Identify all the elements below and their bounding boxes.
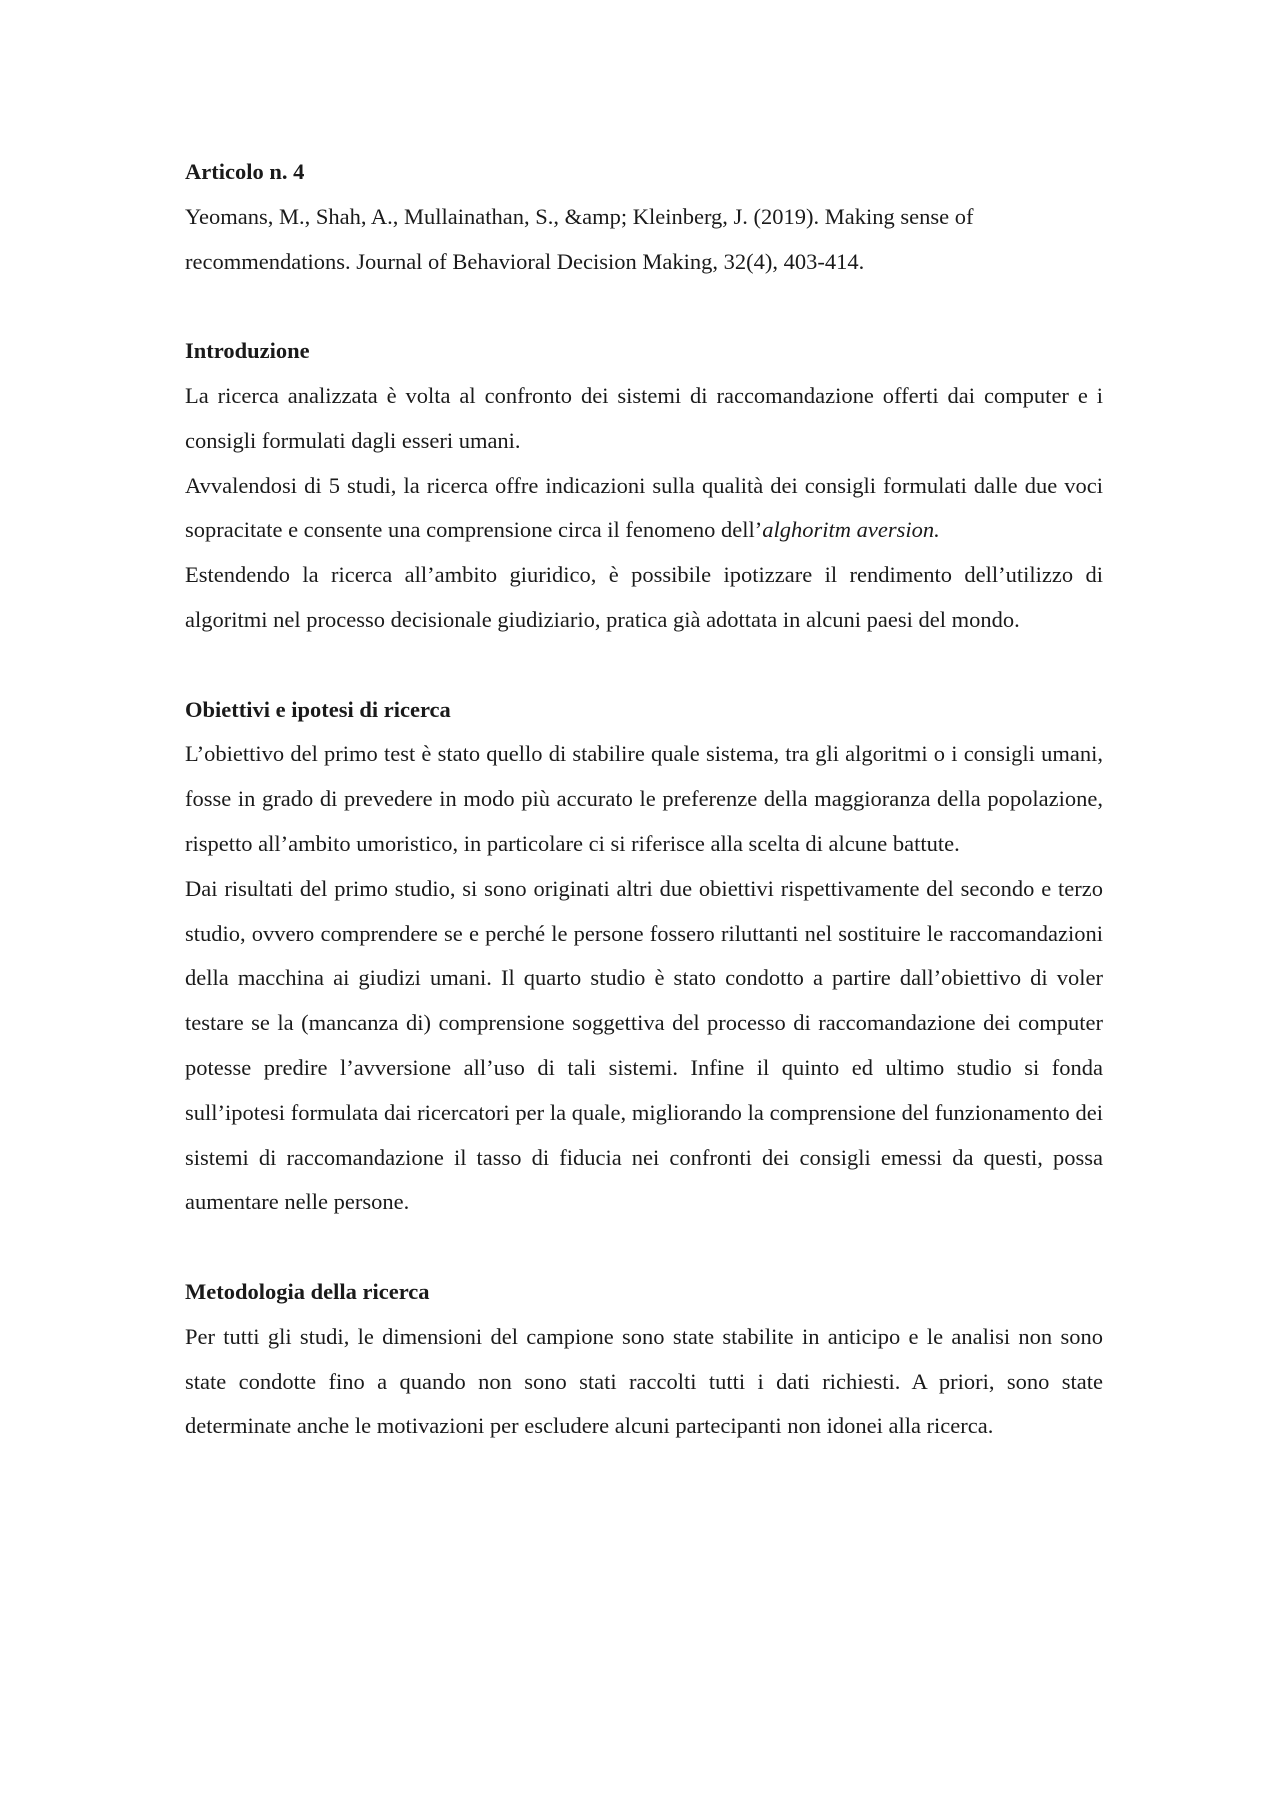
metodologia-paragraph-1: Per tutti gli studi, le dimensioni del campione sono state stabilite in anticipo e le analisi non sono state condotte fino a quando non sono stati raccolti tutti i dati richiesti. A priori, sono state determinate anche le motivazioni per escludere alcuni partecipanti non idonei alla ricerca. xyxy=(185,1323,1103,1439)
introduzione-paragraph-1: La ricerca analizzata è volta al confronto dei sistemi di raccomandazione offerti dai computer e i consigli formulati dagli esseri umani. xyxy=(185,382,1103,453)
introduzione-paragraph-3: Estendendo la ricerca all’ambito giuridico, è possibile ipotizzare il rendimento dell’utilizzo di algoritmi nel processo decisionale giudiziario, pratica già adottata in alcuni paesi del mondo. xyxy=(185,562,1103,632)
section-spacer xyxy=(185,284,1103,329)
section-spacer xyxy=(185,643,1103,688)
section-spacer xyxy=(185,1225,1103,1270)
section-heading-obiettivi: Obiettivi e ipotesi di ricerca xyxy=(185,696,451,722)
obiettivi-paragraph-1: L’obiettivo del primo test è stato quello di stabilire quale sistema, tra gli algoritmi o i consigli umani, fosse in grado di prevedere in modo più accurato le preferenze della maggioranza della popolazione, rispetto all’ambito umoristico, in particolare ci si riferisce alla scelta di alcune battute. xyxy=(185,741,1103,856)
document-body xyxy=(185,150,1103,1449)
section-heading-introduzione: Introduzione xyxy=(185,338,310,364)
introduzione-italic-term: alghoritm aversion. xyxy=(762,517,940,543)
article-title: Articolo n. 4 xyxy=(185,159,305,184)
obiettivi-paragraph-2: Dai risultati del primo studio, si sono originati altri due obiettivi rispettivamente del secondo e terzo studio, ovvero comprendere se e perché le persone fossero riluttanti nel sostituire le raccomandazioni della macchina ai giudizi umani. Il quarto studio è stato condotto a partire dall’obiettivo di voler testare se la (mancanza di) comprensione soggettiva del processo di raccomandazione dei computer potesse predire l’avversione all’uso di tali sistemi. Infine il quinto ed ultimo studio si fonda sull’ipotesi formulata dai ricercatori per la quale, migliorando la comprensione del funzionamento dei sistemi di raccomandazione il tasso di fiducia nei confronti dei consigli emessi da questi, possa aumentare nelle persone. xyxy=(185,875,1103,1215)
introduzione-paragraph-2-text: Avvalendosi di 5 studi, la ricerca offre indicazioni sulla qualità dei consigli formulati dalle due voci sopracitate e consente una comprensione circa il fenomeno dell’ xyxy=(185,472,1103,543)
introduzione-paragraph-2 xyxy=(185,464,1103,554)
section-heading-metodologia: Metodologia della ricerca xyxy=(185,1278,430,1304)
article-citation: Yeomans, M., Shah, A., Mullainathan, S., &amp; Kleinberg, J. (2019). Making sense of recommendations. Journal of Behavioral Decision Making, 32(4), 403-414. xyxy=(185,203,974,274)
